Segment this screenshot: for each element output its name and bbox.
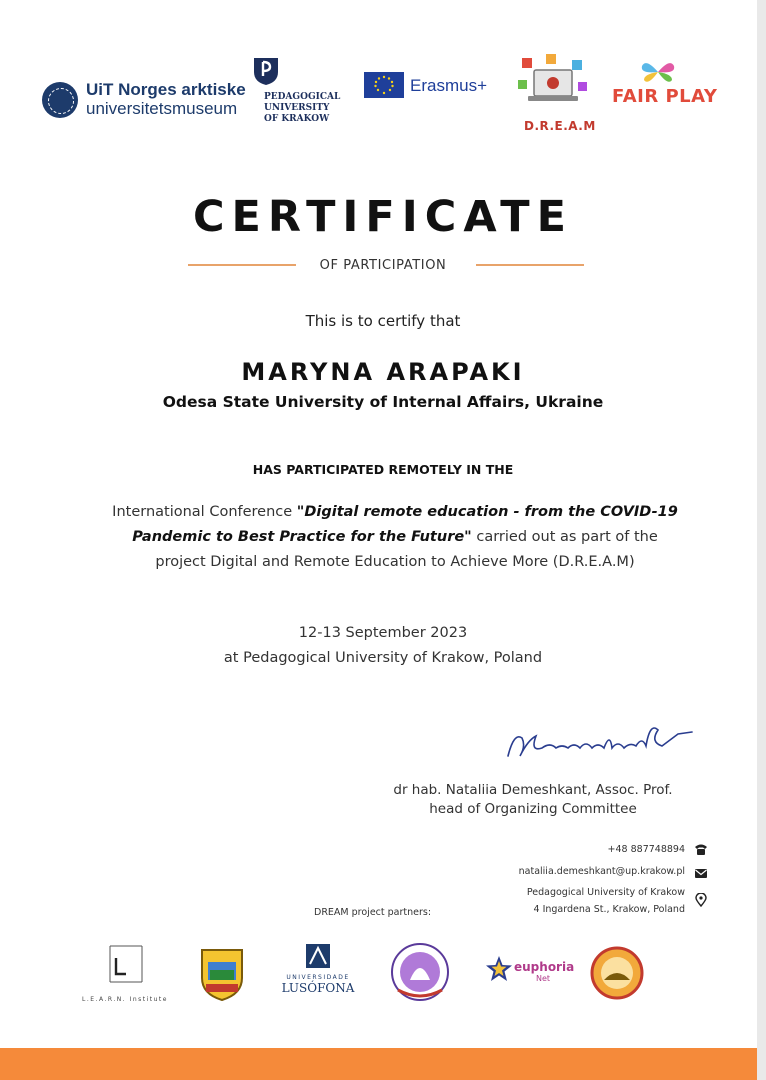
certify-line: This is to certify that [305, 312, 461, 330]
conference-description [110, 500, 680, 575]
pup-line3: OF KRAKOW [264, 114, 330, 124]
fairplay-text [612, 86, 717, 107]
participated-heading: HAS PARTICIPATED REMOTELY IN THE [252, 462, 514, 477]
pup-line2: UNIVERSITY [264, 103, 330, 113]
euphoria-net-text: Net [536, 974, 551, 983]
location-pin-icon [694, 893, 708, 907]
contact-phone: +48 887748894 [607, 844, 685, 855]
address-line1: Pedagogical University of Krakow [526, 887, 685, 898]
conference-title: "Digital remote education - from the COVID-19 Pandemic to Best Practice for the Future" [132, 504, 678, 545]
uit-seal-icon [42, 82, 78, 118]
recipient-institution: Odesa State University of Internal Affairs, Ukraine [162, 393, 604, 411]
pup-shield-icon [252, 56, 280, 86]
fairplay-label: FAIR PLAY [612, 86, 718, 107]
address-line2: 4 Ingardena St., Krakow, Poland [533, 904, 685, 915]
partners-label: DREAM project partners: [314, 907, 432, 918]
signer-name: dr hab. Nataliia Demeshkant, Assoc. Prof. [393, 782, 673, 798]
bottom-accent-bar [0, 1048, 757, 1080]
contact-email: nataliia.demeshkant@up.krakow.pl [518, 866, 685, 877]
uit-logo-text [86, 80, 246, 118]
learn-icon [82, 942, 168, 986]
lusofona-line2: LUSÓFONA [281, 981, 355, 995]
partner-lusofona-logo [276, 942, 360, 1002]
contact-address [527, 886, 685, 916]
pup-line1: PEDAGOGICAL [264, 92, 341, 102]
event-venue: at Pedagogical University of Krakow, Poland [223, 650, 543, 666]
partner-round-seal-logo [390, 942, 450, 1002]
eu-flag-icon [364, 72, 404, 98]
partner-euphoria-logo [484, 952, 575, 992]
partner-learn-logo [82, 942, 168, 1002]
star-icon [484, 954, 514, 984]
dream-logo-icon [516, 52, 590, 114]
conference-suffix: carried out as part of the project Digital and Remote Education to Achieve More (D.R.E.A.M) [155, 529, 658, 570]
uit-line1: UiT Norges arktiske [86, 80, 246, 99]
certificate-subtitle: OF PARTICIPATION [319, 258, 447, 273]
partner-crest-logo [198, 946, 246, 1002]
butterfly-icon [640, 58, 676, 86]
lusofona-line1: UNIVERSIDADE [286, 974, 350, 981]
recipient-name: MARYNA ARAPAKI [241, 358, 525, 386]
dream-text: D.R.E.A.M [524, 119, 596, 133]
email-icon [694, 866, 708, 880]
phone-icon [694, 842, 708, 856]
learn-text: L.E.A.R.N. Institute [82, 996, 168, 1003]
signer-role: head of Organizing Committee [429, 801, 637, 817]
certificate-title: CERTIFICATE [192, 192, 573, 242]
signature-graphic [500, 712, 700, 768]
lusofona-icon [276, 942, 360, 970]
uit-line2: universitetsmuseum [86, 99, 238, 118]
partner-sun-logo [590, 946, 644, 1000]
event-date: 12-13 September 2023 [298, 625, 468, 641]
conference-prefix: International Conference [112, 504, 297, 520]
erasmus-text: Erasmus+ [410, 76, 487, 95]
pup-logo-text [264, 92, 340, 125]
euphoria-text: euphoria [514, 960, 575, 974]
